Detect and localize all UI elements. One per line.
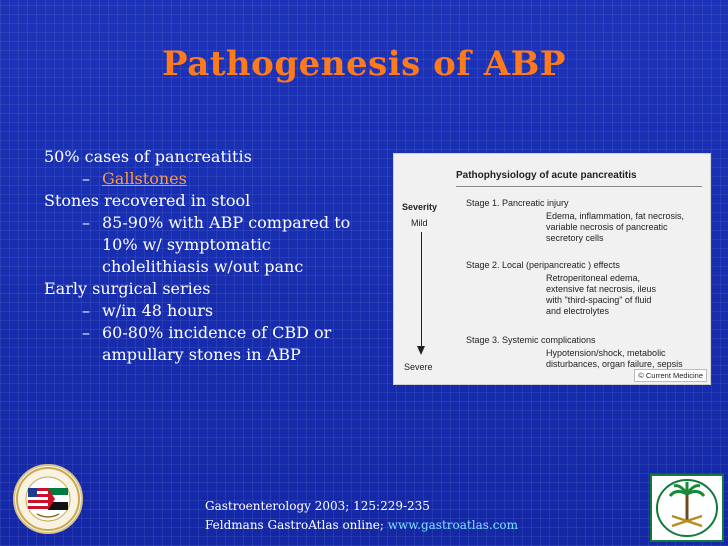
bullet-list (44, 146, 389, 366)
stage-3-details (546, 348, 683, 370)
slide-title: Pathogenesis of ABP (162, 44, 566, 84)
bullet-level1: Stones recovered in stool (44, 191, 251, 210)
stage-3-label: Stage 3. Systemic complications (466, 335, 596, 345)
mild-label: Mild (411, 218, 428, 228)
detail-line: extensive fat necrosis, ileus (546, 284, 657, 294)
figure-credit: © Current Medicine (634, 369, 707, 382)
citation-line-2 (205, 516, 518, 535)
citation-source: Feldmans GastroAtlas online; (205, 518, 388, 532)
bullet-line: 85-90% with ABP compared to (102, 213, 351, 232)
bullet-level2 (82, 212, 389, 278)
dash-glyph: – (82, 323, 90, 342)
detail-line: disturbances, organ failure, sepsis (546, 359, 683, 369)
bullet-line: w/in 48 hours (102, 301, 214, 320)
detail-line: and electrolytes (546, 306, 610, 316)
bullet-level1: 50% cases of pancreatitis (44, 147, 252, 166)
bullet-level2 (82, 322, 389, 366)
detail-line: with "third-spacing" of fluid (546, 295, 652, 305)
gastroatlas-link[interactable]: www.gastroatlas.com (387, 518, 519, 532)
bullet-line: cholelithiasis w/out panc (102, 257, 304, 276)
detail-line: Hypotension/shock, metabolic (546, 348, 666, 358)
stage-2-label: Stage 2. Local (peripancreatic ) effects (466, 260, 620, 270)
bullet-level2 (82, 300, 389, 322)
dash-glyph: – (82, 301, 90, 320)
stage-2-details (546, 273, 656, 317)
detail-line: Edema, inflammation, fat necrosis, (546, 211, 685, 221)
severity-label: Severity (402, 202, 438, 212)
dash-glyph: – (82, 169, 90, 188)
figure-title: Pathophysiology of acute pancreatitis (456, 170, 637, 181)
bullet-line: 10% w/ symptomatic (102, 235, 271, 254)
stage-1-details (546, 211, 684, 244)
stage-1-label: Stage 1. Pancreatic injury (466, 198, 569, 208)
pathophysiology-figure (393, 153, 711, 385)
figure-divider (456, 186, 702, 187)
gallstones-link[interactable]: Gallstones (102, 169, 187, 188)
citation-line-1: Gastroenterology 2003; 125:229-235 (205, 499, 430, 513)
saudi-emblem-logo (650, 474, 724, 542)
severity-arrow-icon (421, 232, 422, 348)
dash-glyph: – (82, 213, 90, 232)
arrow-head-icon (417, 346, 425, 355)
bullet-line: ampullary stones in ABP (102, 345, 301, 364)
detail-line: Retroperitoneal edema, (546, 273, 641, 283)
bullet-level2 (82, 168, 389, 190)
society-seal-logo (13, 464, 83, 534)
seal-graphic (15, 466, 81, 532)
bullet-level1: Early surgical series (44, 279, 211, 298)
citation-footer (205, 497, 518, 535)
bullet-line: 60-80% incidence of CBD or (102, 323, 332, 342)
detail-line: variable necrosis of pancreatic (546, 222, 668, 232)
detail-line: secretory cells (546, 233, 604, 243)
severe-label: Severe (404, 362, 433, 372)
emblem-graphic (652, 476, 722, 540)
